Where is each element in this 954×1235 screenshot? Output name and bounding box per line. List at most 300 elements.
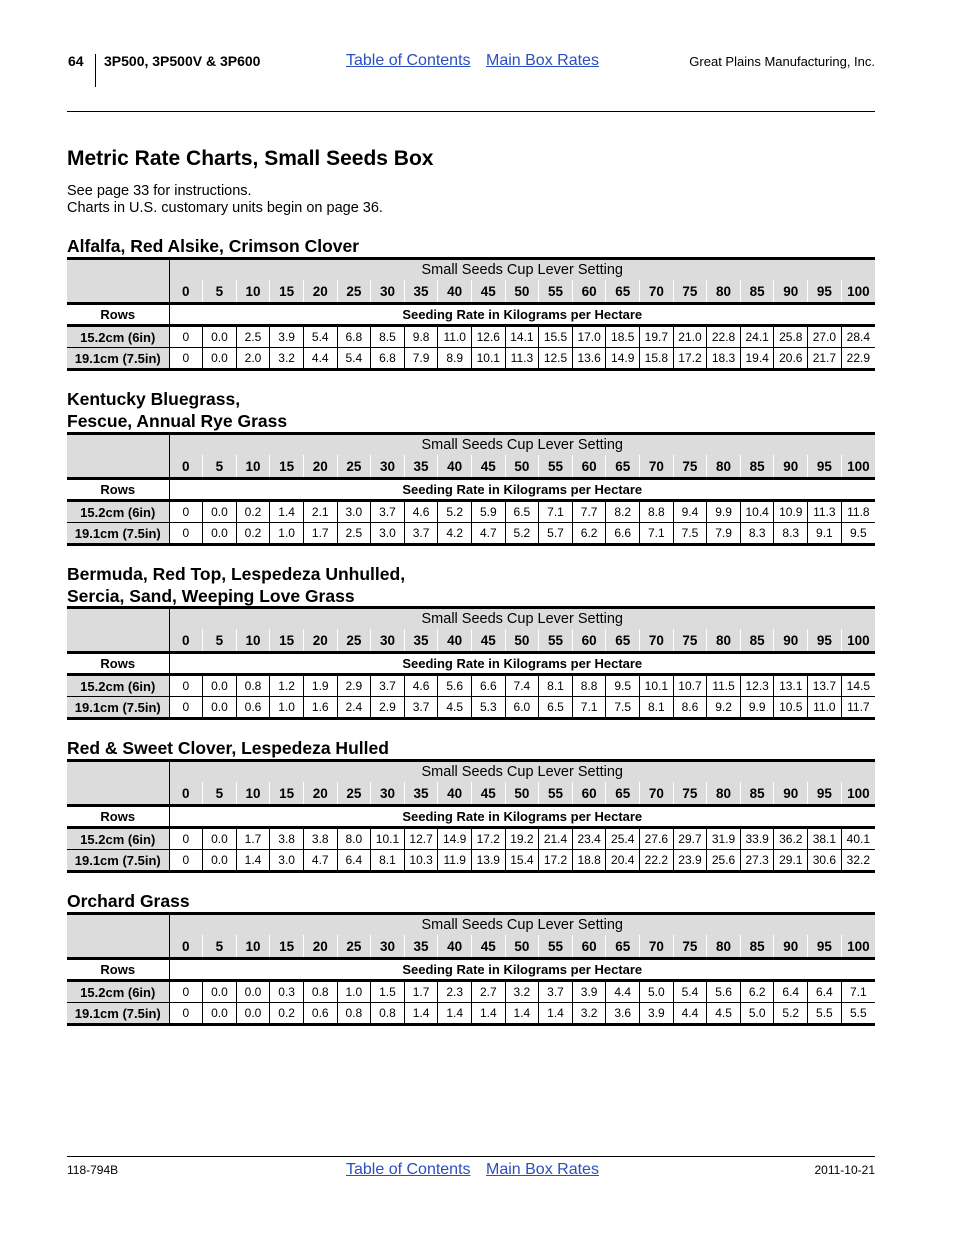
rate-cell: 1.4 [270,501,304,523]
rate-cell: 4.6 [404,501,438,523]
table-row [67,697,875,719]
rate-cell: 0.0 [203,348,237,370]
setting-cell: 85 [740,629,774,653]
table-row [67,1003,875,1025]
settings-row [67,782,875,806]
rate-cell: 18.5 [606,326,640,348]
rate-cell: 7.1 [841,981,875,1003]
setting-cell: 70 [640,935,674,959]
rate-cell: 17.2 [471,828,505,850]
setting-cell: 95 [808,935,842,959]
rate-cell: 15.5 [539,326,573,348]
footer-main-box-rates-link[interactable]: Main Box Rates [486,1161,599,1178]
rate-cell: 4.7 [303,850,337,872]
rate-cell: 8.8 [640,501,674,523]
table-row [67,326,875,348]
setting-cell: 35 [404,629,438,653]
setting-cell: 5 [203,782,237,806]
rate-cell: 5.5 [841,1003,875,1025]
footer-table-of-contents-link[interactable]: Table of Contents [346,1161,471,1178]
table-row [67,981,875,1003]
setting-cell: 95 [808,782,842,806]
setting-cell: 40 [438,455,472,479]
rate-cell: 5.4 [303,326,337,348]
row-spacing-label: 15.2cm (6in) [67,981,169,1003]
rate-cell: 8.2 [606,501,640,523]
rate-cell: 2.9 [337,675,371,697]
rate-cell: 1.0 [270,697,304,719]
setting-cell: 50 [505,455,539,479]
rate-cell: 2.9 [371,697,405,719]
setting-cell: 30 [371,935,405,959]
cup-header-row [67,434,875,456]
rate-cell: 22.9 [841,348,875,370]
rate-cell: 11.7 [841,697,875,719]
setting-cell: 40 [438,629,472,653]
setting-cell: 40 [438,935,472,959]
rate-cell: 1.5 [371,981,405,1003]
rate-cell: 5.5 [808,1003,842,1025]
settings-row [67,935,875,959]
row-spacing-label: 15.2cm (6in) [67,675,169,697]
rate-cell: 1.4 [539,1003,573,1025]
rate-cell: 4.6 [404,675,438,697]
setting-cell: 85 [740,455,774,479]
setting-cell: 75 [673,935,707,959]
rate-cell: 12.5 [539,348,573,370]
rate-cell: 28.4 [841,326,875,348]
rate-cell: 6.5 [539,697,573,719]
rate-cell: 17.2 [673,348,707,370]
rate-cell: 5.2 [505,523,539,545]
setting-cell: 25 [337,280,371,304]
setting-cell: 50 [505,935,539,959]
header-corner [67,914,169,959]
setting-cell: 20 [303,782,337,806]
setting-cell: 5 [203,629,237,653]
rate-cell: 22.8 [707,326,741,348]
rate-cell: 0.8 [371,1003,405,1025]
setting-cell: 10 [236,782,270,806]
seeding-rate-header: Seeding Rate in Kilograms per Hectare [169,479,875,501]
unit-row [67,479,875,501]
cup-header-row [67,914,875,936]
seeding-rate-header: Seeding Rate in Kilograms per Hectare [169,806,875,828]
section-title-red-sweet-clover [67,737,389,759]
rate-cell: 0.3 [270,981,304,1003]
setting-cell: 95 [808,280,842,304]
table-row [67,501,875,523]
settings-row [67,629,875,653]
setting-cell: 85 [740,280,774,304]
rate-cell: 5.7 [539,523,573,545]
setting-cell: 25 [337,629,371,653]
settings-row [67,455,875,479]
setting-cell: 65 [606,935,640,959]
rate-cell: 1.9 [303,675,337,697]
rate-cell: 19.7 [640,326,674,348]
setting-cell: 35 [404,935,438,959]
rate-cell: 12.6 [471,326,505,348]
rate-cell: 3.2 [572,1003,606,1025]
rate-cell: 10.9 [774,501,808,523]
rate-cell: 2.1 [303,501,337,523]
rate-cell: 0.0 [203,697,237,719]
rate-cell: 6.0 [505,697,539,719]
row-spacing-label: 15.2cm (6in) [67,501,169,523]
setting-cell: 35 [404,782,438,806]
setting-cell: 65 [606,629,640,653]
rate-cell: 7.7 [572,501,606,523]
row-spacing-label: 19.1cm (7.5in) [67,850,169,872]
rate-cell: 0.6 [303,1003,337,1025]
rate-cell: 8.1 [371,850,405,872]
rate-cell: 7.9 [707,523,741,545]
setting-cell: 95 [808,629,842,653]
setting-cell: 25 [337,782,371,806]
setting-cell: 40 [438,782,472,806]
rate-cell: 7.5 [606,697,640,719]
rate-cell: 11.3 [505,348,539,370]
rate-cell: 0.0 [203,523,237,545]
cup-header-row [67,608,875,630]
rate-cell: 6.6 [606,523,640,545]
rate-cell: 5.2 [774,1003,808,1025]
header-divider [95,54,96,87]
rate-cell: 2.7 [471,981,505,1003]
rows-header: Rows [67,959,169,981]
rate-cell: 19.4 [740,348,774,370]
setting-cell: 80 [707,455,741,479]
rate-cell: 3.8 [303,828,337,850]
setting-cell: 70 [640,629,674,653]
rate-cell: 25.6 [707,850,741,872]
rate-cell: 4.4 [673,1003,707,1025]
rate-cell: 22.2 [640,850,674,872]
rate-cell: 0 [169,348,203,370]
section-title-line: Kentucky Bluegrass, [67,389,241,409]
rate-cell: 5.9 [471,501,505,523]
setting-cell: 50 [505,280,539,304]
section-title-orchard-grass [67,890,190,912]
setting-cell: 0 [169,782,203,806]
setting-cell: 50 [505,629,539,653]
setting-cell: 0 [169,455,203,479]
setting-cell: 100 [841,782,875,806]
rate-cell: 19.2 [505,828,539,850]
rate-cell: 20.4 [606,850,640,872]
setting-cell: 10 [236,280,270,304]
rate-cell: 10.1 [640,675,674,697]
rate-cell: 4.4 [606,981,640,1003]
rate-cell: 3.7 [404,523,438,545]
rate-cell: 0.2 [270,1003,304,1025]
rate-cell: 5.2 [438,501,472,523]
rows-header: Rows [67,653,169,675]
rate-cell: 2.3 [438,981,472,1003]
setting-cell: 80 [707,629,741,653]
table-row [67,675,875,697]
rate-cell: 21.4 [539,828,573,850]
section-title-line: Sercia, Sand, Weeping Love Grass [67,586,355,606]
setting-cell: 65 [606,280,640,304]
setting-cell: 90 [774,629,808,653]
page-number: 64 [68,53,84,69]
setting-cell: 55 [539,782,573,806]
section-title-alfalfa [67,235,359,257]
setting-cell: 20 [303,280,337,304]
setting-cell: 90 [774,935,808,959]
setting-cell: 100 [841,629,875,653]
setting-cell: 100 [841,935,875,959]
rate-cell: 1.7 [303,523,337,545]
settings-row [67,280,875,304]
cup-lever-setting-header: Small Seeds Cup Lever Setting [169,914,875,936]
rate-cell: 0.2 [236,501,270,523]
setting-cell: 20 [303,935,337,959]
rate-cell: 11.3 [808,501,842,523]
rate-cell: 6.5 [505,501,539,523]
setting-cell: 70 [640,782,674,806]
rate-cell: 9.5 [606,675,640,697]
rate-cell: 10.1 [371,828,405,850]
rate-cell: 9.9 [740,697,774,719]
setting-cell: 45 [471,455,505,479]
setting-cell: 10 [236,629,270,653]
header-corner [67,761,169,806]
rate-cell: 14.9 [438,828,472,850]
rate-cell: 25.8 [774,326,808,348]
rate-table-red-sweet-clover [67,759,875,873]
table-row [67,523,875,545]
rate-cell: 0 [169,697,203,719]
table-row [67,828,875,850]
rate-cell: 0 [169,501,203,523]
setting-cell: 80 [707,280,741,304]
rate-cell: 9.2 [707,697,741,719]
setting-cell: 80 [707,782,741,806]
cup-lever-setting-header: Small Seeds Cup Lever Setting [169,434,875,456]
rate-cell: 8.9 [438,348,472,370]
rate-cell: 0.8 [303,981,337,1003]
rate-cell: 1.4 [471,1003,505,1025]
rate-cell: 7.1 [640,523,674,545]
setting-cell: 0 [169,629,203,653]
rows-header: Rows [67,304,169,326]
rate-cell: 7.1 [539,501,573,523]
rate-cell: 11.0 [808,697,842,719]
rate-cell: 30.6 [808,850,842,872]
setting-cell: 60 [572,455,606,479]
setting-cell: 80 [707,935,741,959]
rate-cell: 13.7 [808,675,842,697]
rows-header: Rows [67,806,169,828]
rate-cell: 7.4 [505,675,539,697]
setting-cell: 65 [606,782,640,806]
rate-cell: 3.9 [640,1003,674,1025]
rate-cell: 0 [169,675,203,697]
setting-cell: 90 [774,280,808,304]
rate-cell: 0.8 [337,1003,371,1025]
intro-line-2: Charts in U.S. customary units begin on page 36. [67,200,383,216]
rate-cell: 9.9 [707,501,741,523]
setting-cell: 45 [471,280,505,304]
rate-cell: 7.1 [572,697,606,719]
rate-cell: 11.8 [841,501,875,523]
rate-cell: 0.0 [203,981,237,1003]
setting-cell: 75 [673,782,707,806]
row-spacing-label: 15.2cm (6in) [67,326,169,348]
table-of-contents-link[interactable]: Table of Contents [346,52,471,69]
rate-cell: 1.2 [270,675,304,697]
rate-cell: 7.9 [404,348,438,370]
setting-cell: 15 [270,782,304,806]
rate-cell: 1.4 [438,1003,472,1025]
unit-row [67,959,875,981]
rate-cell: 1.4 [236,850,270,872]
rate-cell: 38.1 [808,828,842,850]
rate-cell: 0.6 [236,697,270,719]
rate-cell: 1.4 [404,1003,438,1025]
rate-cell: 4.7 [471,523,505,545]
setting-cell: 5 [203,935,237,959]
rate-cell: 27.0 [808,326,842,348]
rate-cell: 17.2 [539,850,573,872]
rate-cell: 10.7 [673,675,707,697]
rate-cell: 3.0 [337,501,371,523]
setting-cell: 100 [841,280,875,304]
rate-cell: 10.5 [774,697,808,719]
rate-cell: 23.9 [673,850,707,872]
setting-cell: 20 [303,455,337,479]
rate-cell: 8.6 [673,697,707,719]
cup-header-row [67,259,875,281]
rate-cell: 27.6 [640,828,674,850]
setting-cell: 0 [169,935,203,959]
section-title-line: Orchard Grass [67,891,190,911]
setting-cell: 35 [404,455,438,479]
rate-cell: 3.6 [606,1003,640,1025]
rate-cell: 1.7 [404,981,438,1003]
rate-cell: 14.5 [841,675,875,697]
setting-cell: 30 [371,782,405,806]
rate-cell: 6.2 [740,981,774,1003]
rate-cell: 9.5 [841,523,875,545]
setting-cell: 55 [539,629,573,653]
setting-cell: 60 [572,935,606,959]
setting-cell: 20 [303,629,337,653]
section-title-line: Bermuda, Red Top, Lespedeza Unhulled, [67,564,406,584]
rate-cell: 2.5 [236,326,270,348]
section-title-line: Red & Sweet Clover, Lespedeza Hulled [67,738,389,758]
rate-cell: 25.4 [606,828,640,850]
seeding-rate-header: Seeding Rate in Kilograms per Hectare [169,304,875,326]
header-rule [67,111,875,112]
rate-table-bermuda [67,606,875,720]
rate-cell: 31.9 [707,828,741,850]
rate-cell: 5.0 [640,981,674,1003]
rate-cell: 11.9 [438,850,472,872]
setting-cell: 25 [337,935,371,959]
setting-cell: 85 [740,935,774,959]
row-spacing-label: 19.1cm (7.5in) [67,697,169,719]
rate-cell: 8.5 [371,326,405,348]
setting-cell: 70 [640,455,674,479]
intro-text [67,183,383,217]
rate-cell: 27.3 [740,850,774,872]
rate-cell: 24.1 [740,326,774,348]
rate-table-kentucky-bluegrass [67,432,875,546]
page-title: Metric Rate Charts, Small Seeds Box [67,147,434,170]
setting-cell: 95 [808,455,842,479]
rate-cell: 3.0 [371,523,405,545]
rate-cell: 3.7 [371,501,405,523]
rate-cell: 1.6 [303,697,337,719]
section-title-bermuda [67,563,405,607]
setting-cell: 10 [236,455,270,479]
setting-cell: 5 [203,455,237,479]
rate-cell: 10.1 [471,348,505,370]
rate-cell: 8.0 [337,828,371,850]
rate-cell: 9.4 [673,501,707,523]
rate-cell: 4.5 [438,697,472,719]
rate-cell: 21.0 [673,326,707,348]
rate-cell: 0.0 [203,828,237,850]
setting-cell: 60 [572,782,606,806]
rate-cell: 6.6 [471,675,505,697]
unit-row [67,304,875,326]
cup-header-row [67,761,875,783]
setting-cell: 55 [539,935,573,959]
rate-cell: 6.4 [808,981,842,1003]
cup-lever-setting-header: Small Seeds Cup Lever Setting [169,761,875,783]
intro-line-1: See page 33 for instructions. [67,183,252,199]
rate-cell: 8.1 [640,697,674,719]
rate-cell: 15.8 [640,348,674,370]
rate-cell: 29.7 [673,828,707,850]
rate-cell: 12.3 [740,675,774,697]
rate-cell: 3.9 [572,981,606,1003]
rate-cell: 5.6 [438,675,472,697]
table-row [67,850,875,872]
setting-cell: 70 [640,280,674,304]
rate-cell: 0.0 [203,850,237,872]
rate-cell: 0 [169,828,203,850]
rate-cell: 12.7 [404,828,438,850]
rate-cell: 29.1 [774,850,808,872]
rate-cell: 1.7 [236,828,270,850]
rate-cell: 5.4 [673,981,707,1003]
setting-cell: 5 [203,280,237,304]
rate-table-alfalfa [67,257,875,371]
setting-cell: 15 [270,629,304,653]
model-title: 3P500, 3P500V & 3P600 [104,53,261,69]
rows-header: Rows [67,479,169,501]
rate-cell: 8.8 [572,675,606,697]
rate-cell: 6.4 [774,981,808,1003]
rate-cell: 11.5 [707,675,741,697]
rate-cell: 6.8 [371,348,405,370]
revision-date: 2011-10-21 [814,1163,875,1177]
setting-cell: 60 [572,629,606,653]
setting-cell: 30 [371,280,405,304]
rate-cell: 36.2 [774,828,808,850]
company-name: Great Plains Manufacturing, Inc. [689,54,875,69]
rate-cell: 1.0 [337,981,371,1003]
main-box-rates-link[interactable]: Main Box Rates [486,52,599,69]
rate-cell: 0 [169,326,203,348]
rate-cell: 2.4 [337,697,371,719]
